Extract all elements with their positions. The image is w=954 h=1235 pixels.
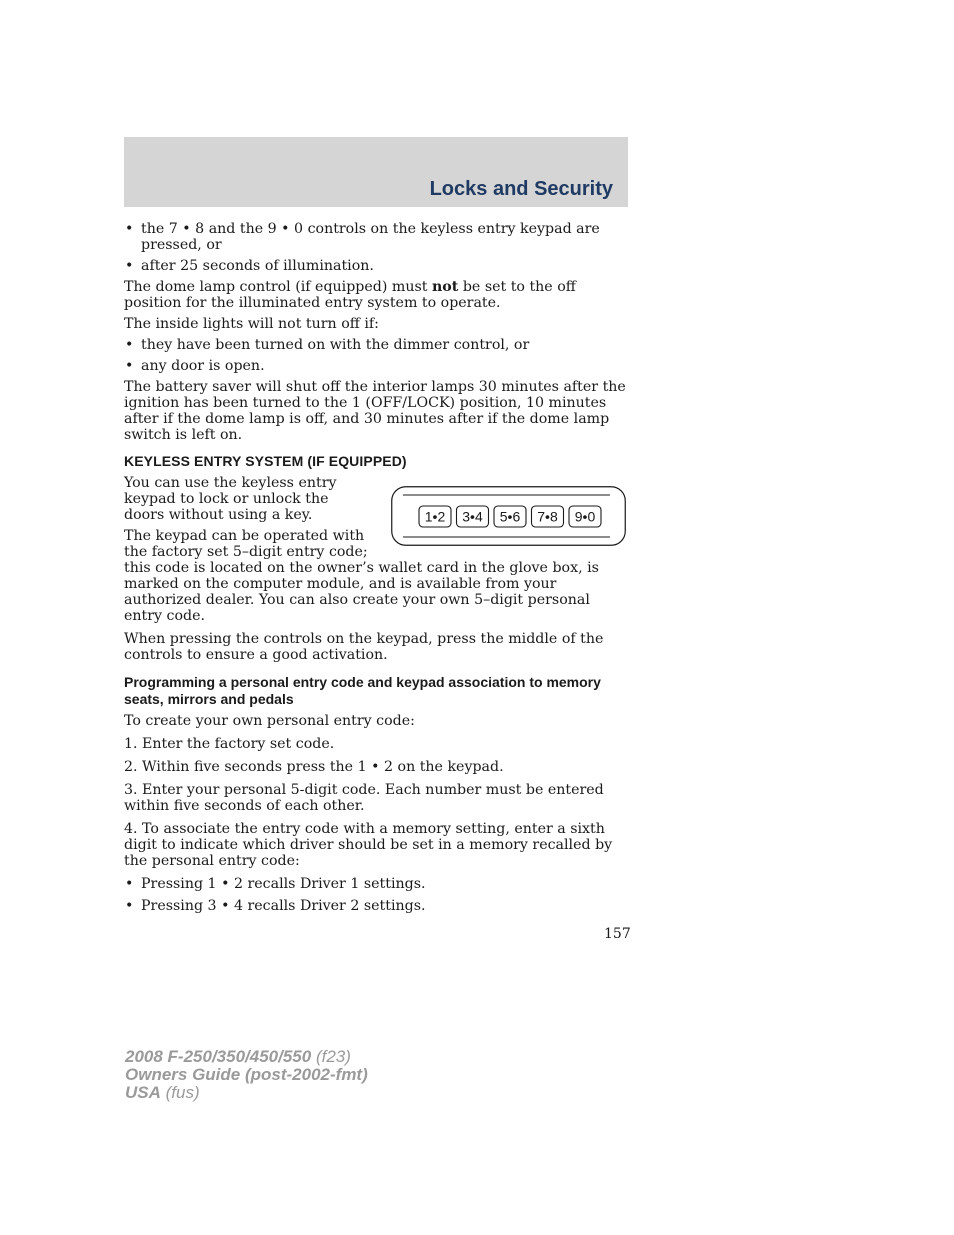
footer-model-code: (f23): [311, 1047, 351, 1066]
bullet-item: [124, 898, 628, 914]
keypad-button-label: 1•2: [424, 508, 446, 525]
keypad-button-label: 9•0: [574, 508, 596, 525]
bullet-glyph: •: [125, 337, 134, 353]
bullet-text: they have been turned on with the dimmer control, or: [141, 337, 530, 353]
keypad-button-label: 3•4: [462, 508, 483, 525]
section-title: Locks and Security: [429, 178, 613, 200]
bullet-item: [124, 221, 628, 253]
bullet-glyph: •: [125, 258, 134, 274]
document-footer: [125, 1048, 368, 1102]
step-item: 2. Within five seconds press the 1 • 2 on the keypad.: [124, 759, 504, 775]
step-item: 4. To associate the entry code with a memory setting, enter a sixth digit to indicate which driver should be set in a memory recalled by the personal entry code:: [124, 821, 613, 869]
keypad-illustration: [391, 486, 626, 546]
section-header: [124, 137, 628, 207]
bullet-text: Pressing 3 • 4 recalls Driver 2 settings.: [141, 898, 426, 914]
bullet-text: any door is open.: [141, 358, 265, 374]
bullet-text: Pressing 1 • 2 recalls Driver 1 settings.: [141, 876, 426, 892]
dome-text-before: The dome lamp control (if equipped) must: [124, 279, 432, 295]
programming-heading: Programming a personal entry code and keypad association to memory seats, mirrors and pedals: [124, 674, 601, 707]
page-number: 157: [604, 926, 631, 942]
keypad-code-text-narrow: The keypad can be operated with the factory set 5–digit entry code;: [124, 528, 368, 560]
keypad-buttons: [419, 506, 601, 527]
dome-lamp-paragraph: [124, 279, 628, 311]
bullet-glyph: •: [125, 358, 134, 374]
footer-market: USA: [125, 1083, 161, 1102]
footer-market-code: (fus): [160, 1083, 200, 1102]
bullet-glyph: •: [125, 221, 134, 237]
bullet-glyph: •: [125, 898, 134, 914]
step-item: 3. Enter your personal 5-digit code. Each number must be entered within five seconds of each other.: [124, 782, 604, 814]
dome-text-bold: not: [431, 279, 459, 295]
bullet-text: after 25 seconds of illumination.: [141, 258, 374, 274]
bullet-item: [124, 358, 628, 374]
battery-saver-paragraph: The battery saver will shut off the interior lamps 30 minutes after the ignition has been turned to the 1 (OFF/LOCK) position, 10 minutes after if the dome lamp is off, and 30 minutes after if the dome lamp switch is left on.: [124, 379, 626, 443]
footer-model: 2008 F-250/350/450/550: [125, 1047, 312, 1066]
keypad-button-label: 7•8: [537, 508, 558, 525]
bullet-item: [124, 876, 628, 892]
step-item: 1. Enter the factory set code.: [124, 736, 335, 752]
page-content: [124, 221, 628, 919]
footer-line-model: [125, 1048, 368, 1066]
keyless-entry-heading: KEYLESS ENTRY SYSTEM (IF EQUIPPED): [124, 453, 407, 469]
bullet-text: the 7 • 8 and the 9 • 0 controls on the keyless entry keypad are pressed, or: [141, 221, 600, 253]
keypad-code-text-wide: this code is located on the owner’s wallet card in the glove box, is marked on the computer module, and is available from your authorized dealer. You can also create your own 5–digit personal entry code.: [124, 560, 599, 624]
bullet-item: [124, 337, 628, 353]
inside-lights-paragraph: The inside lights will not turn off if:: [124, 316, 379, 332]
programming-intro: To create your own personal entry code:: [124, 713, 415, 729]
bullet-glyph: •: [125, 876, 134, 892]
dome-text-after: be set to the off position for the illuminated entry system to operate.: [124, 279, 576, 311]
keypad-press-paragraph: When pressing the controls on the keypad, press the middle of the controls to ensure a good activation.: [124, 631, 604, 663]
keyless-intro-paragraph: You can use the keyless entry keypad to lock or unlock the doors without using a key.: [124, 475, 337, 523]
footer-line-guide: Owners Guide (post-2002-fmt): [125, 1065, 368, 1084]
footer-line-market: [125, 1084, 368, 1102]
keypad-button-label: 5•6: [499, 508, 521, 525]
bullet-item: [124, 258, 628, 274]
